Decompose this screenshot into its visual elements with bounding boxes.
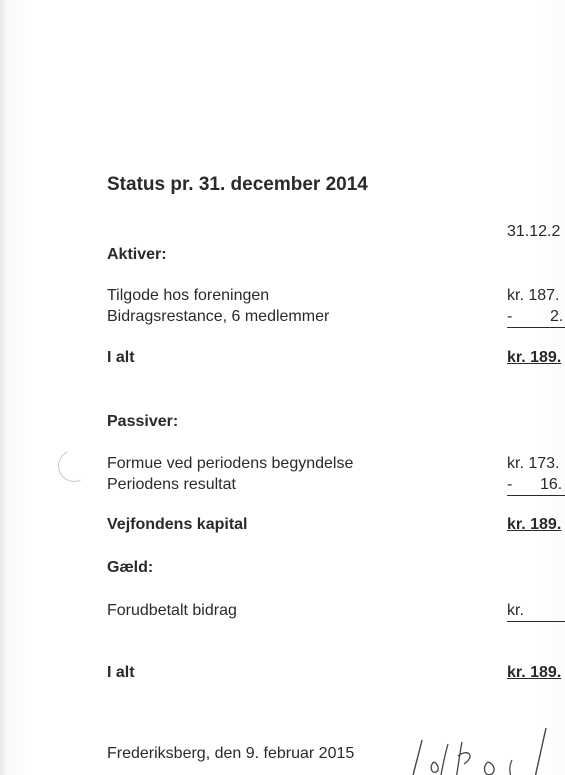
debt-row-label: Forudbetalt bidrag (107, 602, 237, 619)
assets-row-value: kr. 187. (507, 287, 560, 304)
column-header-date: 31.12.2 (507, 223, 561, 240)
assets-total-label: I alt (107, 349, 135, 366)
grand-total-label: I alt (107, 664, 135, 681)
assets-row-label: Bidragsrestance, 6 medlemmer (107, 308, 330, 325)
assets-heading: Aktiver: (107, 246, 167, 263)
liabilities-row-label: Periodens resultat (107, 476, 236, 493)
assets-row-value-underlined (507, 308, 565, 328)
handwritten-signature (400, 722, 565, 775)
punch-hole-mark (53, 445, 94, 486)
liabilities-heading: Passiver: (107, 413, 179, 430)
liabilities-row-label: Formue ved periodens begyndelse (107, 455, 354, 472)
liabilities-row-value-underlined (507, 476, 565, 496)
debt-heading: Gæld: (107, 559, 154, 576)
capital-value: kr. 189. (507, 516, 562, 533)
liabilities-row-value: 16. (540, 476, 563, 493)
grand-total-value: kr. 189. (507, 664, 562, 681)
liabilities-row-value: kr. 173. (507, 455, 560, 472)
assets-row-value: 2. (550, 308, 564, 325)
assets-row-label: Tilgode hos foreningen (107, 287, 270, 304)
debt-row-value: kr. (507, 602, 524, 619)
minus-sign: - (507, 308, 513, 325)
capital-label: Vejfondens kapital (107, 516, 248, 533)
place-date: Frederiksberg, den 9. februar 2015 (107, 745, 355, 762)
debt-row-value-underlined (507, 602, 565, 622)
document-title: Status pr. 31. december 2014 (107, 174, 368, 195)
page-edge-shadow (0, 0, 6, 775)
minus-sign: - (507, 476, 513, 493)
assets-total-value: kr. 189. (507, 349, 562, 366)
